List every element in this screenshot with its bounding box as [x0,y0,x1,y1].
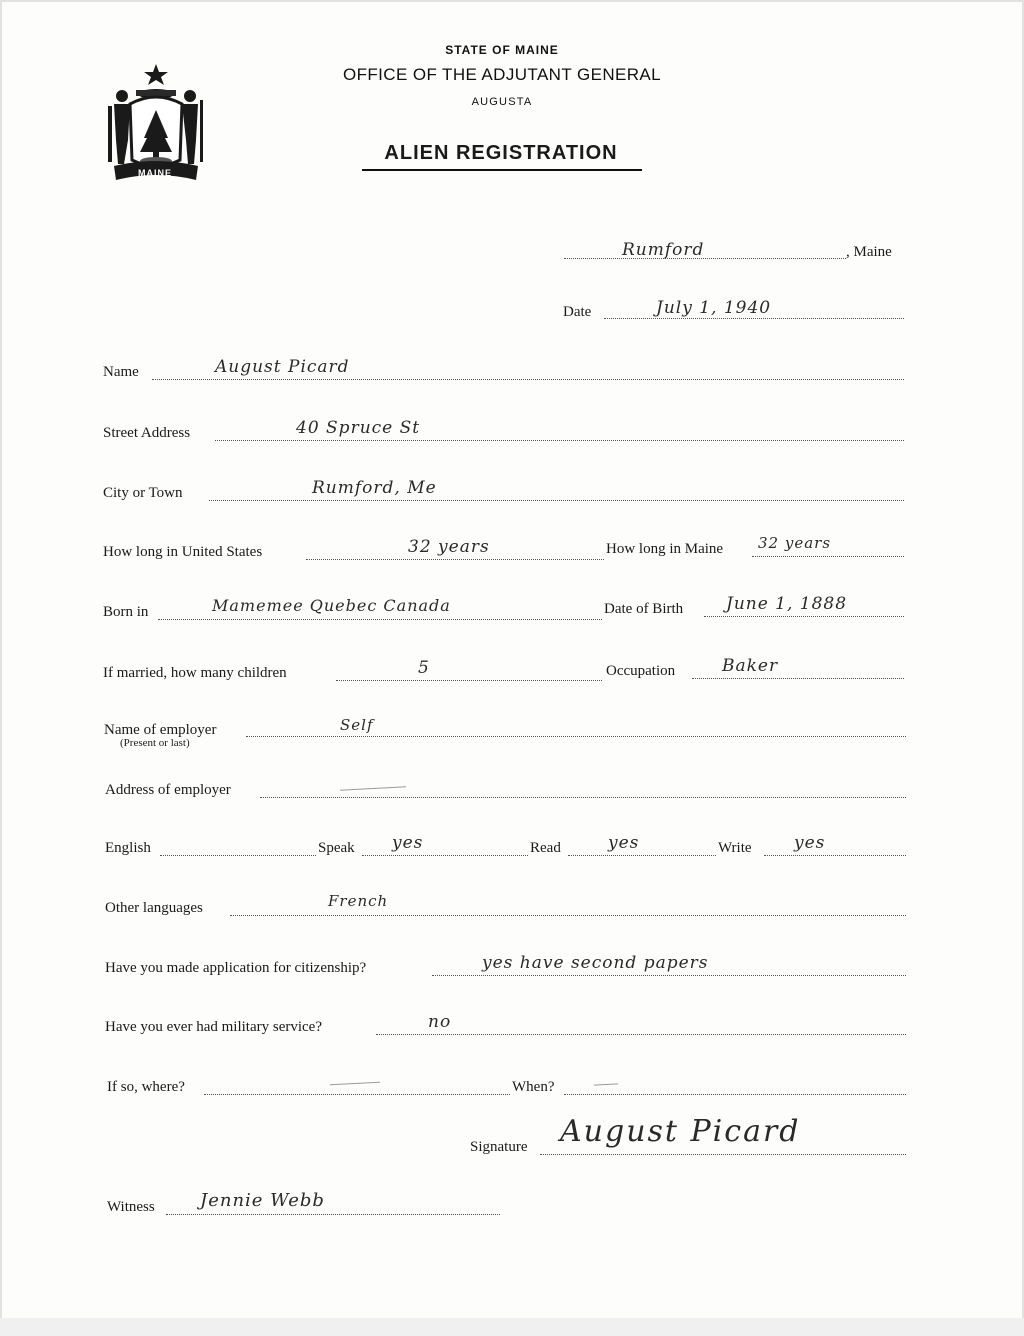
date-of-birth-line [704,616,904,617]
born-in-line [158,619,602,620]
witness-line [166,1214,500,1215]
street-address-label: Street Address [103,425,191,441]
other-languages-label: Other languages [105,900,203,916]
employer-value[interactable]: Self [340,716,374,734]
citizenship-label: Have you made application for citizenship? [105,960,367,976]
military-value[interactable]: no [428,1012,452,1032]
read-label: Read [530,840,561,856]
how-long-us-label: How long in United States [103,544,263,560]
occupation-label: Occupation [606,663,676,679]
header-state: STATE OF MAINE [445,43,559,57]
city-label: City or Town [103,485,183,501]
when-dash [594,1083,618,1085]
date-line [604,318,904,319]
witness-label: Witness [107,1199,155,1215]
seal-ribbon-text: MAINE [138,168,172,178]
date-label: Date [563,304,592,320]
form-title: ALIEN REGISTRATION [384,142,618,164]
how-long-maine-label: How long in Maine [606,541,724,557]
employer-address-label: Address of employer [105,782,231,798]
read-value[interactable]: yes [608,833,640,853]
header-office: OFFICE OF THE ADJUTANT GENERAL [342,65,662,84]
state-seal-icon [100,60,212,184]
employer-line [246,736,906,737]
employer-label-text: Name of employer [104,722,217,738]
signature-label: Signature [470,1139,528,1155]
employer-sublabel: (Present or last) [120,737,190,749]
date-of-birth-value[interactable]: June 1, 1888 [726,594,848,614]
name-line [152,379,904,380]
street-address-value[interactable]: 40 Spruce St [296,418,421,438]
military-label: Have you ever had military service? [105,1019,322,1035]
header-city: AUGUSTA [471,96,533,108]
other-languages-line [230,915,906,916]
speak-value[interactable]: yes [392,833,424,853]
occupation-line [692,678,904,679]
citizenship-line [432,975,906,976]
name-value[interactable]: August Picard [215,357,350,377]
children-label: If married, how many children [103,665,287,681]
when-label: When? [512,1079,555,1095]
signature-value[interactable]: August Picard [560,1114,801,1149]
read-line [568,855,716,856]
how-long-us-value[interactable]: 32 years [408,537,490,557]
date-of-birth-label: Date of Birth [604,601,684,617]
english-line [160,855,316,856]
speak-line [362,855,528,856]
how-long-us-line [306,559,604,560]
employer-address-line [260,797,906,798]
employer-address-dash [340,786,406,790]
other-languages-value[interactable]: French [328,892,389,910]
date-value[interactable]: July 1, 1940 [656,298,772,318]
when-line [564,1094,906,1095]
speak-label: Speak [318,840,355,856]
write-line [764,855,906,856]
where-line [204,1094,510,1095]
where-label: If so, where? [107,1079,185,1095]
street-address-line [215,440,904,441]
how-long-maine-line [752,556,904,557]
signature-line [540,1154,906,1155]
name-label: Name [103,364,139,380]
english-label: English [105,840,151,856]
witness-value[interactable]: Jennie Webb [200,1190,325,1211]
page-bottom-edge [0,1318,1024,1336]
born-in-label: Born in [103,604,149,620]
location-line [564,258,846,259]
born-in-value[interactable]: Mamemee Quebec Canada [212,596,451,615]
citizenship-value[interactable]: yes have second papers [482,953,709,973]
military-line [376,1034,906,1035]
city-value[interactable]: Rumford, Me [312,478,437,498]
children-line [336,680,602,681]
how-long-maine-value[interactable]: 32 years [758,534,832,552]
write-label: Write [718,840,752,856]
occupation-value[interactable]: Baker [722,656,779,676]
location-suffix: , Maine [846,244,892,260]
location-value[interactable]: Rumford [622,240,705,260]
employer-label [104,722,216,749]
write-value[interactable]: yes [794,833,826,853]
where-dash [330,1082,380,1086]
city-line [209,500,904,501]
children-value[interactable]: 5 [418,658,430,678]
title-underline [362,169,642,171]
